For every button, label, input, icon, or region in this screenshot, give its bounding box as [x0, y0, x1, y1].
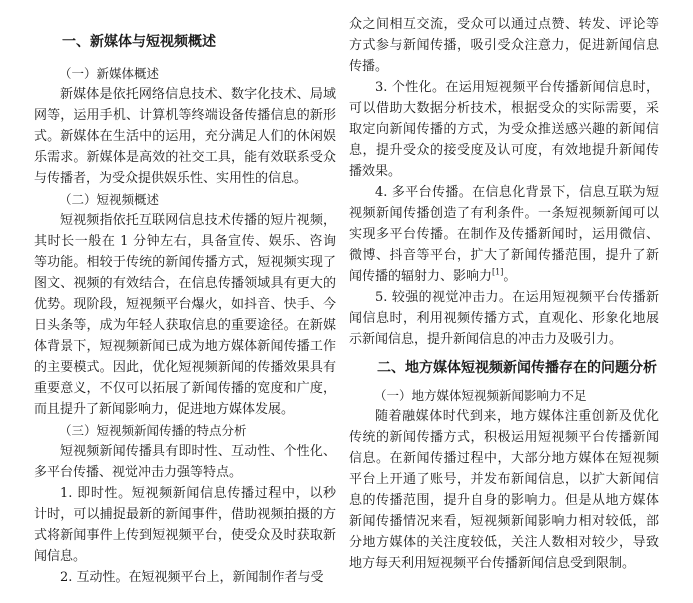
right-top-space	[349, 0, 659, 14]
paragraph-features-intro: 短视频新闻传播具有即时性、互动性、个性化、多平台传播、视觉冲击力强等特点。	[34, 444, 336, 480]
left-top-space	[34, 0, 336, 32]
paragraph-short-video: 短视频指依托互联网信息技术传播的短片视频，其时长一般在 1 分钟左右，具备宣传、娱乐、咨询等功能。相较于传统的新闻传播方式，短视频实现了图文、视频的有效结合，在信息传播领域具有更大的优势。现阶段，短视频平台爆火，如抖音、快手、今日头条等，成为年轻人获取信息的重要途径。在新媒体背景下，短视频新闻已成为地方媒体新闻传播工作的主要模式。因此，优化短视频新闻的传播效果具有重要意义，不仅可以拓展了新闻传播的宽度和广度，而且提升了新闻影响力，促进地方媒体发展。	[34, 213, 336, 417]
right-column	[349, 0, 659, 574]
paragraph-personalization: 3. 个性化。在运用短视频平台传播新闻信息时，可以借助大数据分析技术，根据受众的实际需要，采取定向新闻传播的方式，为受众推送感兴趣的新闻信息，提升受众的接受度及认可度，有效地提升新闻传播效果。	[349, 80, 659, 179]
paragraph-multi-platform	[349, 182, 659, 287]
paragraph-new-media: 新媒体是依托网络信息技术、数字化技术、局域网等，运用手机、计算机等终端设备传播信息的新形式。新媒体在生活中的运用，充分满足人们的休闲娱乐需求。新媒体是高效的社交工具，能有效联系受众与传播者，为受众提供娱乐性、实用性的信息。	[34, 87, 336, 186]
paragraph-visual-impact: 5. 较强的视觉冲击力。在运用短视频平台传播新闻信息时，利用视频传播方式，直观化、形象化地展示新闻信息，提升新闻信息的冲击力及吸引力。	[349, 290, 659, 347]
multi-platform-text: 4. 多平台传播。在信息化背景下，信息互联为短视频新闻传播创造了有利条件。一条短视频新闻可以实现多平台传播。在制作及传播新闻时，运用微信、微博、抖音等平台，扩大了新闻传播范围，提升了新闻传播的辐射力、影响力	[349, 185, 659, 284]
left-column	[34, 0, 336, 588]
subheading-features: （三）短视频新闻传播的特点分析	[59, 423, 247, 438]
subheading-short-video: （二）短视频概述	[59, 192, 160, 207]
paragraph-influence: 随着融媒体时代到来，地方媒体注重创新及优化传统的新闻传播方式，积极运用短视频平台传播新闻信息。在新闻传播过程中，大部分地方媒体在短视频平台上开通了账号，并发布新闻信息，以扩大新闻信息的传播范围，提升自身的影响力。但是从地方媒体新闻传播情况来看，短视频新闻影响力相对较低，部分地方媒体的关注度较低，关注人数相对较少，导致地方每天利用短视频平台传播新闻信息受到限制。	[349, 409, 659, 571]
subheading-new-media: （一）新媒体概述	[59, 66, 160, 81]
paragraph-interactivity-start: 2. 互动性。在短视频平台上，新闻制作者与受	[60, 570, 324, 585]
citation-ref: [1]	[492, 267, 504, 277]
section-heading-1: 一、新媒体与短视频概述	[62, 34, 216, 50]
subheading-influence: （一）地方媒体短视频新闻影响力不足	[374, 388, 587, 403]
paragraph-immediacy: 1. 即时性。短视频新闻信息传播过程中，以秒计时，可以捕捉最新的新闻事件，借助视频拍摄的方式将新闻事件上传到短视频平台，使受众及时获取新闻信息。	[34, 486, 336, 564]
section-heading-2: 二、地方媒体短视频新闻传播存在的问题分析	[377, 360, 657, 376]
paragraph-interactivity-cont: 众之间相互交流，受众可以通过点赞、转发、评论等方式参与新闻传播，吸引受众注意力，促进新闻信息传播。	[349, 17, 659, 74]
multi-platform-end: 。	[503, 269, 517, 284]
